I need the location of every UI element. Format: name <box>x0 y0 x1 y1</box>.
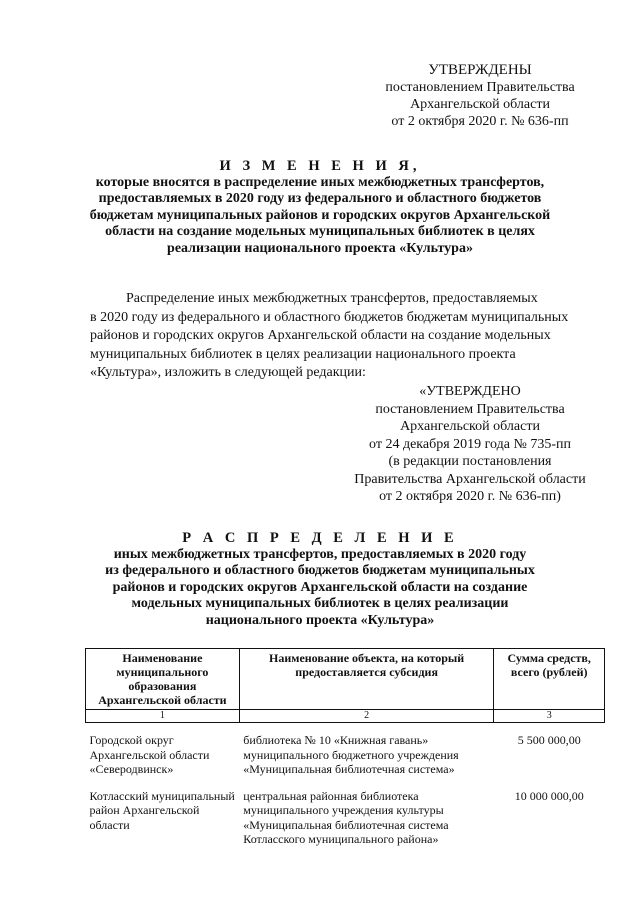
amount-cell: 5 500 000,00 <box>517 733 581 747</box>
table-column-numbers <box>86 710 605 723</box>
table-row <box>86 723 605 779</box>
column-number: 1 <box>86 710 240 723</box>
approval-block-top <box>355 62 605 130</box>
distribution-title-line: национального проекта «Культура» <box>205 612 435 628</box>
distribution-title-line: районов и городских округов Архангельской области на создание <box>112 579 528 595</box>
distribution-title-line: из федерального и областного бюджетов бюджетам муниципальных <box>105 563 535 578</box>
distribution-title <box>70 530 570 629</box>
object-cell: центральная районная библиотека муниципального учреждения культуры «Муниципальная библиотечная система Котласского муниципального района» <box>243 788 449 846</box>
header-object: Наименование объекта, на который предоставляется субсидия <box>239 649 494 710</box>
approval-line: Архангельской области <box>400 419 540 434</box>
municipality-cell: Городской округ Архангельской области «Северодвинск» <box>89 733 210 776</box>
approval-line: постановлением Правительства <box>385 80 575 95</box>
paragraph-line: в 2020 году из федерального и областного бюджетов бюджетам муниципальных <box>90 309 569 325</box>
approval-line: от 2 октября 2020 г. № 636-пп) <box>379 489 561 504</box>
approval-line: постановлением Правительства <box>375 401 565 417</box>
municipality-cell: Котласский муниципальный район Архангельской области <box>89 788 235 832</box>
approval-block-inner <box>330 383 610 506</box>
approval-line: Архангельской области <box>410 97 550 112</box>
header-amount: Сумма средств, всего (рублей) <box>494 649 605 710</box>
changes-title-line: реализации национального проекта «Культура» <box>167 240 473 256</box>
paragraph-line: «Культура», изложить в следующей редакции: <box>90 365 366 380</box>
changes-title-line: которые вносятся в распределение иных межбюджетных трансфертов, <box>95 174 545 190</box>
approval-line: от 2 октября 2020 г. № 636-пп <box>391 114 569 129</box>
distribution-title-word: Р А С П Р Е Д Е Л Е Н И Е <box>182 530 458 546</box>
changes-title <box>70 158 570 257</box>
approval-line: от 24 декабря 2019 года № 735-пп <box>369 436 571 452</box>
distribution-table <box>85 648 605 849</box>
changes-title-line: области на создание модельных муниципальных библиотек в целях <box>105 224 535 239</box>
column-number: 2 <box>239 710 494 723</box>
paragraph-line: районов и городских округов Архангельской области на создание модельных <box>90 328 551 343</box>
changes-title-line: предоставляемых в 2020 году из федерального и областного бюджетов <box>98 191 542 206</box>
approval-line: Правительства Архангельской области <box>354 471 586 487</box>
paragraph-line: Распределение иных межбюджетных трансфертов, предоставляемых <box>126 291 538 306</box>
distribution-title-line: иных межбюджетных трансфертов, предоставляемых в 2020 году <box>113 546 527 562</box>
amount-cell: 10 000 000,00 <box>514 788 584 803</box>
approval-heading: «УТВЕРЖДЕНО <box>419 384 521 399</box>
changes-title-line: бюджетам муниципальных районов и городских округов Архангельской <box>89 207 551 223</box>
column-number: 3 <box>494 710 605 723</box>
body-paragraph <box>90 290 595 383</box>
header-municipality: Наименование муниципального образования Архангельской области <box>86 649 240 710</box>
distribution-title-line: модельных муниципальных библиотек в целях реализации <box>131 596 509 611</box>
changes-title-word: И З М Е Н Е Н И Я, <box>219 158 421 174</box>
approval-heading: УТВЕРЖДЕНЫ <box>428 62 532 78</box>
paragraph-line: муниципальных библиотек в целях реализации национального проекта <box>90 346 516 362</box>
object-cell: библиотека № 10 «Книжная гавань» муниципального бюджетного учреждения «Муниципальная библиотечная система» <box>243 733 459 776</box>
approval-line: (в редакции постановления <box>388 454 552 469</box>
table-row <box>86 779 605 849</box>
table-header-row <box>86 649 605 710</box>
